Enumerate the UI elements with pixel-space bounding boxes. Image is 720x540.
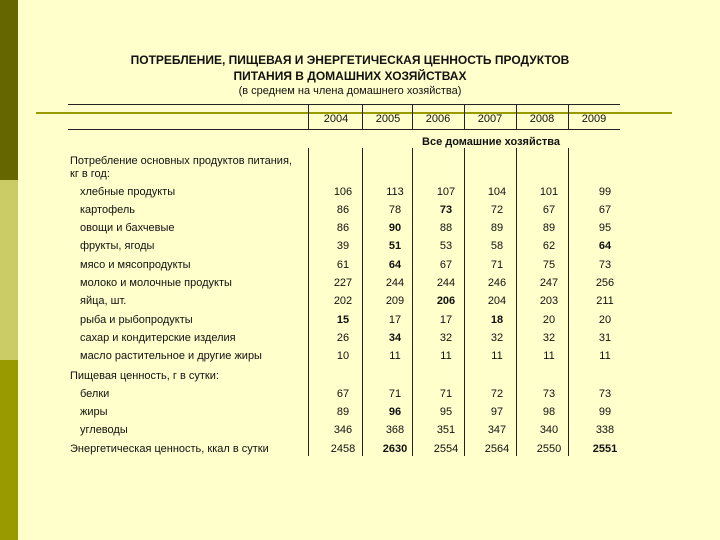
row-label: Энергетическая ценность, ккал в сутки <box>70 443 269 455</box>
table-cell: 204 <box>487 295 507 307</box>
decorative-bar-dark <box>0 0 18 180</box>
year-header: 2008 <box>529 113 555 125</box>
table-cell: 97 <box>490 406 504 418</box>
table-cell: 88 <box>439 222 453 234</box>
table-cell: 11 <box>389 350 401 362</box>
table-cell: 31 <box>598 332 612 344</box>
table-cell: 90 <box>388 222 402 234</box>
row-label: молоко и молочные продукты <box>80 277 232 289</box>
table-cell: 2554 <box>433 443 459 455</box>
table-cell: 18 <box>490 314 504 326</box>
table-cell: 89 <box>490 222 504 234</box>
table-cell: 17 <box>388 314 402 326</box>
table-cell: 2458 <box>330 443 356 455</box>
section-consumption-line2: кг в год: <box>70 168 110 180</box>
table-cell: 106 <box>333 186 353 198</box>
column-divider <box>308 104 309 130</box>
table-cell: 89 <box>542 222 556 234</box>
table-cell: 32 <box>439 332 453 344</box>
table-cell: 227 <box>333 277 353 289</box>
table-cell: 2550 <box>536 443 562 455</box>
table-cell: 67 <box>336 388 350 400</box>
table-cell: 11 <box>440 350 452 362</box>
row-label: фрукты, ягоды <box>80 240 155 252</box>
table-cell: 89 <box>336 406 350 418</box>
table-cell: 101 <box>539 186 559 198</box>
table-cell: 73 <box>439 204 453 216</box>
table-cell: 64 <box>598 240 612 252</box>
decorative-bar-mid <box>0 360 18 540</box>
table-cell: 86 <box>336 204 350 216</box>
table-cell: 26 <box>336 332 350 344</box>
table-cell: 71 <box>490 259 504 271</box>
table-cell: 209 <box>385 295 405 307</box>
title-line-1: ПОТРЕБЛЕНИЕ, ПИЩЕВАЯ И ЭНЕРГЕТИЧЕСКАЯ ЦЕННОСТЬ ПРОДУКТОВ <box>130 53 570 67</box>
table-cell: 67 <box>439 259 453 271</box>
table-cell: 107 <box>436 186 456 198</box>
table-cell: 98 <box>542 406 556 418</box>
table-cell: 64 <box>388 259 402 271</box>
table-cell: 95 <box>439 406 453 418</box>
table-cell: 340 <box>539 424 559 436</box>
table-cell: 203 <box>539 295 559 307</box>
table-cell: 67 <box>598 204 612 216</box>
decorative-bar-light <box>0 180 18 360</box>
row-label: яйца, шт. <box>80 295 127 307</box>
table-cell: 78 <box>388 204 402 216</box>
row-label: масло растительное и другие жиры <box>80 350 262 362</box>
row-label: картофель <box>80 204 136 216</box>
table-cell: 338 <box>595 424 615 436</box>
table-cell: 75 <box>542 259 556 271</box>
table-cell: 11 <box>543 350 555 362</box>
section-consumption-line1: Потребление основных продуктов питания, <box>70 155 292 167</box>
table-cell: 51 <box>388 240 402 252</box>
table-cell: 246 <box>487 277 507 289</box>
table-cell: 71 <box>388 388 402 400</box>
table-cell: 72 <box>490 388 504 400</box>
table-cell: 20 <box>542 314 556 326</box>
table-cell: 72 <box>490 204 504 216</box>
table-cell: 99 <box>598 186 612 198</box>
table-cell: 256 <box>595 277 615 289</box>
row-label: овощи и бахчевые <box>80 222 175 234</box>
table-cell: 34 <box>388 332 402 344</box>
table-cell: 20 <box>598 314 612 326</box>
table-cell: 71 <box>439 388 453 400</box>
year-header: 2005 <box>375 113 401 125</box>
row-label: сахар и кондитерские изделия <box>80 332 236 344</box>
table-cell: 96 <box>388 406 402 418</box>
table-cell: 211 <box>596 295 614 307</box>
row-label: углеводы <box>80 424 128 436</box>
header-rule <box>68 129 620 130</box>
table-cell: 62 <box>542 240 556 252</box>
table-cell: 247 <box>539 277 559 289</box>
table-cell: 73 <box>598 259 612 271</box>
table-cell: 351 <box>436 424 456 436</box>
table-cell: 58 <box>490 240 504 252</box>
table-cell: 10 <box>336 350 350 362</box>
table-cell: 368 <box>385 424 405 436</box>
subtitle: (в среднем на члена домашнего хозяйства) <box>238 85 462 97</box>
table-cell: 2564 <box>484 443 510 455</box>
table-cell: 244 <box>436 277 456 289</box>
year-header: 2006 <box>425 113 451 125</box>
table-cell: 2630 <box>382 443 408 455</box>
row-label: рыба и рыбопродукты <box>80 314 193 326</box>
table-cell: 15 <box>336 314 350 326</box>
year-header: 2009 <box>581 113 607 125</box>
table-cell: 17 <box>439 314 453 326</box>
table-cell: 11 <box>491 350 503 362</box>
row-label: белки <box>80 388 110 400</box>
table-cell: 32 <box>542 332 556 344</box>
table-cell: 32 <box>490 332 504 344</box>
table-cell: 67 <box>542 204 556 216</box>
table-cell: 11 <box>599 350 611 362</box>
table-cell: 244 <box>385 277 405 289</box>
table-cell: 73 <box>542 388 556 400</box>
table-cell: 202 <box>333 295 353 307</box>
table-cell: 113 <box>386 186 404 198</box>
column-divider <box>308 148 309 456</box>
table-cell: 346 <box>333 424 353 436</box>
table-cell: 73 <box>598 388 612 400</box>
table-cell: 53 <box>439 240 453 252</box>
section-nutrition: Пищевая ценность, г в сутки: <box>70 370 219 382</box>
row-label: мясо и мясопродукты <box>80 259 191 271</box>
table-cell: 2551 <box>592 443 618 455</box>
year-header: 2007 <box>477 113 503 125</box>
title-line-2: ПИТАНИЯ В ДОМАШНИХ ХОЗЯЙСТВАХ <box>233 69 467 83</box>
row-label: хлебные продукты <box>80 186 176 198</box>
table-cell: 39 <box>336 240 350 252</box>
row-label: жиры <box>80 406 108 418</box>
table-cell: 206 <box>436 295 456 307</box>
table-cell: 104 <box>487 186 507 198</box>
table-cell: 347 <box>487 424 507 436</box>
table-top-rule <box>68 104 620 105</box>
year-header: 2004 <box>323 113 349 125</box>
table-cell: 99 <box>598 406 612 418</box>
group-header: Все домашние хозяйства <box>422 136 560 148</box>
table-cell: 61 <box>336 259 350 271</box>
table-cell: 86 <box>336 222 350 234</box>
table-cell: 95 <box>598 222 612 234</box>
